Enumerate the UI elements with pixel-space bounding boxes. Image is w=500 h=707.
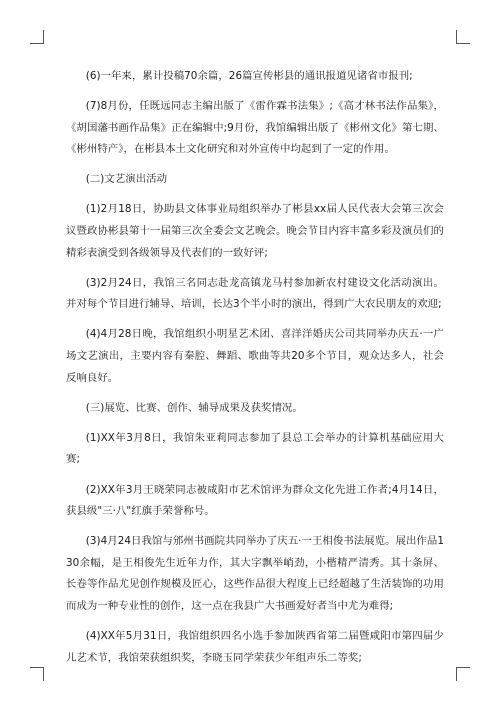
crop-mark-bottom-right bbox=[456, 667, 470, 681]
paragraph-publications: (7)8月份，任既远同志主编出版了《雷作霖书法集》;《高才林书法作品集》，《胡国藩书画作品集》正在编辑中;9月份，我馆编辑出版了《彬州文化》第七期、《彬州特产》，在彬县本土文化研究和对外宣传中均起到了一定的作用。 bbox=[66, 100, 444, 156]
paragraph-village-performance: (3)2月24日，我馆三名同志赴龙高镇龙马村参加新农村建设文化活动演出。并对每个节目进行辅导、培训，长达3个半小时的演出，得到广大农民朋友的欢迎; bbox=[66, 276, 444, 311]
crop-mark-top-left bbox=[30, 30, 44, 44]
section-heading-performances: (二)文艺演出活动 bbox=[85, 173, 168, 186]
paragraph-calligraphy-exhibition: (3)4月24日我馆与邠州书画院共同举办了庆五·一王相俊书法展览。展出作品130余幅，是王相俊先生近年力作，其大字飘举峭劲，小楷精严清秀。其十条屏、长卷等作品尤见创作规模及匠心，这些作品很大程度上已经超越了生活装饰的功用而成为一种专业性的创作，这一点在我县广大书画爱好者当中尤为难得; bbox=[66, 535, 444, 612]
crop-mark-bottom-left bbox=[30, 667, 44, 681]
paragraph-submissions: (6)一年来，累计投稿70余篇，26篇宣传彬县的通讯报道见诸省市报刊; bbox=[85, 70, 413, 82]
section-heading-exhibitions: (三)展览、比赛、创作、辅导成果及获奖情况。 bbox=[85, 401, 303, 414]
paragraph-gala: (1)2月18日，协助县文体事业局组织举办了彬县xx届人民代表大会第三次会议暨政协彬县第十一届第三次全委会文艺晚会。晚会节目内容丰富多彩及演员们的精彩表演受到各级领导及代表们的一致好评; bbox=[66, 203, 444, 259]
crop-mark-top-right bbox=[456, 30, 470, 44]
paragraph-square-performance: (4)4月28日晚，我馆组织小明星艺术团、喜洋洋婚庆公司共同举办庆五·一广场文艺演出，主要内容有秦腔、舞蹈、歌曲等共20多个节目，观众达多人，社会反响良好。 bbox=[66, 328, 444, 384]
paragraph-computer-contest: (1)XX年3月8日，我馆朱亚莉同志参加了县总工会举办的计算机基础应用大赛; bbox=[66, 431, 444, 466]
paragraph-children-festival: (4)XX年5月31日，我馆组织四名小选手参加陕西省第二届暨咸阳市第四届少儿艺术节，我馆荣获组织奖，李晓玉同学荣获少年组声乐二等奖; bbox=[66, 630, 444, 664]
document-body bbox=[66, 66, 444, 678]
paragraph-award: (2)XX年3月王晓荣同志被咸阳市艺术馆评为群众文化先进工作者;4月14日，获县级"三·八"红旗手荣誉称号。 bbox=[66, 483, 444, 518]
